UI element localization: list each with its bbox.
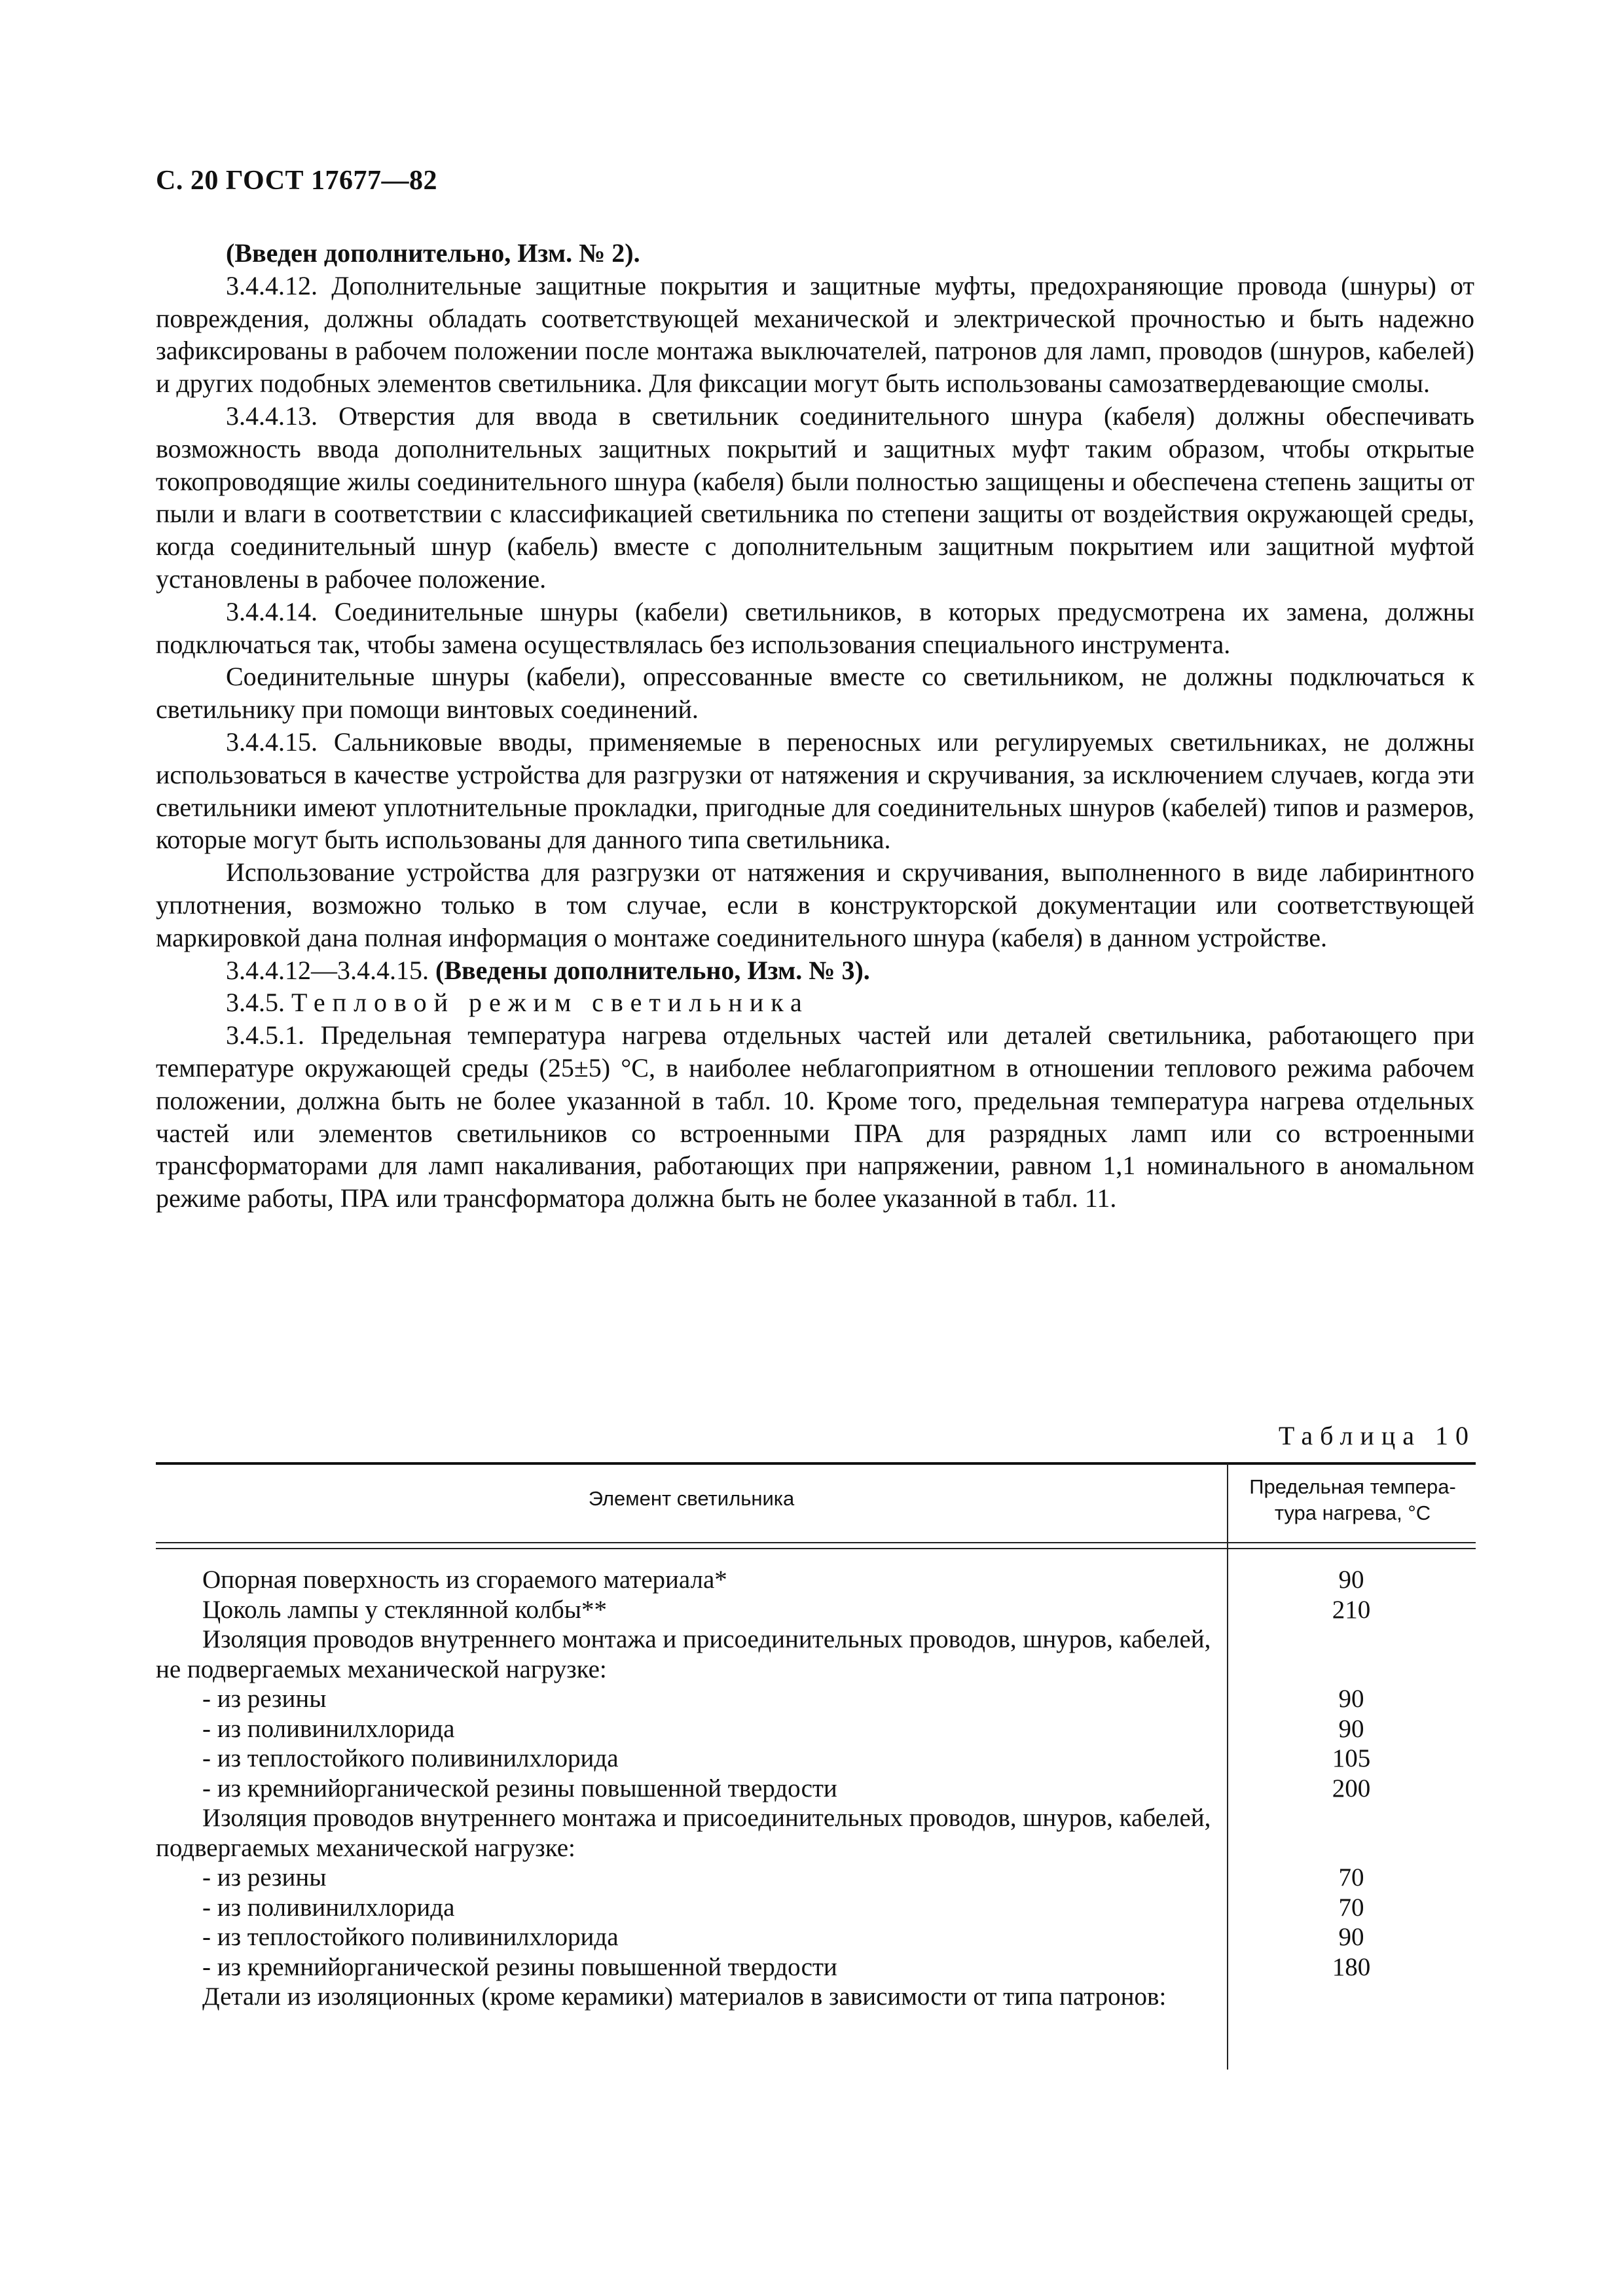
clause-3-4-4-14-cont: Соединительные шнуры (кабели), опрессованные вместе со светильником, не должны подключаться к светильнику при помощи винтовых соединений.: [156, 662, 1474, 725]
page-header: С. 20 ГОСТ 17677—82: [156, 166, 438, 196]
table-top-rule: [156, 1462, 1476, 1465]
table-cell-element: Изоляция проводов внутреннего монтажа и присоединительных проводов, шнуров, кабелей, не подвергаемых механической нагрузке:: [156, 1625, 1211, 1683]
table-caption: Таблица 10: [1278, 1421, 1476, 1450]
table-cell-element: - из резины: [202, 1863, 327, 1892]
table-cell-element: Цоколь лампы у стеклянной колбы**: [202, 1595, 607, 1624]
table-row: [156, 1624, 1476, 1684]
table-row: [156, 1595, 1476, 1625]
table-cell-temperature: 90: [1338, 1685, 1364, 1713]
table-header-rule: [156, 1542, 1476, 1543]
clause-3-4-5-1: 3.4.5.1. Предельная температура нагрева отдельных частей или деталей светильника, работающего при температуре окружающей среды (25±5) °С, в наиболее неблагоприятном в отношении теплового режима рабочем положении, должна быть не более указанной в табл. 10. Кроме того, предельная температура нагрева отдельных частей или элементов светильников со встроенными ПРА для разрядных ламп или со встроенными трансформаторами для ламп накаливания, работающих при напряжении, равном 1,1 номинального в аномальном режиме работы, ПРА или трансформатора должна быть не более указанной в табл. 11.: [156, 1020, 1474, 1213]
table-cell-element: Опорная поверхность из сгораемого материала*: [202, 1566, 727, 1594]
clause-3-4-4-12: 3.4.4.12. Дополнительные защитные покрытия и защитные муфты, предохраняющие провода (шнуры) от повреждения, должны обладать соответствующей механической и электрической прочностью и быть надежно зафиксированы в рабочем положении после монтажа выключателей, патронов для ламп, проводов (шнуров, кабелей) и других подобных элементов светильника. Для фиксации могут быть использованы самозатвердевающие смолы.: [156, 270, 1474, 399]
table-header-rule-double: [156, 1548, 1476, 1549]
table-cell-temperature: 70: [1338, 1863, 1364, 1892]
table-row: [156, 1863, 1476, 1893]
table-header-element: Элемент светильника: [588, 1487, 795, 1510]
table-cell-temperature: 90: [1338, 1923, 1364, 1951]
table-cell-temperature: 200: [1332, 1774, 1371, 1803]
amendment-note-3: 3.4.4.12—3.4.4.15. (Введены дополнительно, Изм. № 3).: [226, 955, 870, 985]
table-cell-element: - из теплостойкого поливинилхлорида: [202, 1744, 619, 1772]
table-cell-temperature: 210: [1332, 1595, 1371, 1624]
table-row: [156, 1714, 1476, 1744]
amendment-note-2: (Введен дополнительно, Изм. № 2).: [226, 238, 640, 268]
table-header-temperature: Предельная темпера- тура нагрева, °С: [1249, 1475, 1456, 1524]
table-cell-element: - из поливинилхлорида: [202, 1893, 455, 1922]
body-text: [156, 237, 1474, 1215]
table-row: [156, 1684, 1476, 1714]
table-row: [156, 1893, 1476, 1923]
table-cell-element: Детали из изоляционных (кроме керамики) материалов в зависимости от типа патронов:: [202, 1982, 1167, 2011]
table-row: [156, 1982, 1476, 2012]
table-cell-element: - из кремнийорганической резины повышенной твердости: [202, 1952, 837, 1981]
table-cell-temperature: [1227, 1803, 1476, 1863]
table-cell-element: - из поливинилхлорида: [202, 1714, 455, 1743]
table-cell-element: - из теплостойкого поливинилхлорида: [202, 1923, 619, 1951]
table-cell-element: - из кремнийорганической резины повышенной твердости: [202, 1774, 837, 1803]
table-row: [156, 1744, 1476, 1774]
table-cell-temperature: 70: [1338, 1893, 1364, 1922]
clause-3-4-4-15: 3.4.4.15. Сальниковые вводы, применяемые в переносных или регулируемых светильниках, не должны использоваться в качестве устройства для разгрузки от натяжения и скручивания, за исключением случаев, когда эти светильники имеют уплотнительные прокладки, пригодные для соединительных шнуров (кабелей) типов и размеров, которые могут быть использованы для данного типа светильника.: [156, 726, 1474, 855]
table-body: [156, 1565, 1476, 2012]
table-10: [156, 1462, 1476, 2070]
table-row: [156, 1922, 1476, 1952]
table-cell-temperature: 180: [1332, 1952, 1371, 1981]
clause-3-4-4-15-cont: Использование устройства для разгрузки от натяжения и скручивания, выполненного в виде лабиринтного уплотнения, возможно только в том случае, если в конструкторской документации или соответствующей маркировкой дана полная информация о монтаже соединительного шнура (кабеля) в данном устройстве.: [156, 857, 1474, 952]
table-cell-temperature: 105: [1332, 1744, 1371, 1772]
section-3-4-5-title: 3.4.5. Тепловой режим светильника: [226, 988, 809, 1018]
clause-3-4-4-14: 3.4.4.14. Соединительные шнуры (кабели) светильников, в которых предусмотрена их замена, должны подключаться так, чтобы замена осуществлялась без использования специального инструмента.: [156, 596, 1474, 659]
table-row: [156, 1803, 1476, 1863]
table-row: [156, 1565, 1476, 1595]
table-row: [156, 1774, 1476, 1804]
table-cell-temperature: 90: [1338, 1566, 1364, 1594]
table-cell-element: Изоляция проводов внутреннего монтажа и присоединительных проводов, шнуров, кабелей, подвергаемых механической нагрузке:: [156, 1804, 1211, 1862]
table-cell-temperature: 90: [1338, 1714, 1364, 1743]
table-cell-element: - из резины: [202, 1685, 327, 1713]
table-cell-temperature: [1227, 1982, 1476, 2012]
table-cell-temperature: [1227, 1624, 1476, 1684]
clause-3-4-4-13: 3.4.4.13. Отверстия для ввода в светильник соединительного шнура (кабеля) должны обеспечивать возможность ввода дополнительных защитных покрытий и защитных муфт таким образом, чтобы открытые токопроводящие жилы соединительного шнура (кабеля) были полностью защищены и обеспечена степень защиты от пыли и влаги в соответствии с классификацией светильника по степени защиты от воздействия окружающей среды, когда соединительный шнур (кабель) вместе с дополнительным защитным покрытием или защитной муфтой установлены в рабочее положение.: [156, 401, 1474, 594]
table-row: [156, 1952, 1476, 1982]
